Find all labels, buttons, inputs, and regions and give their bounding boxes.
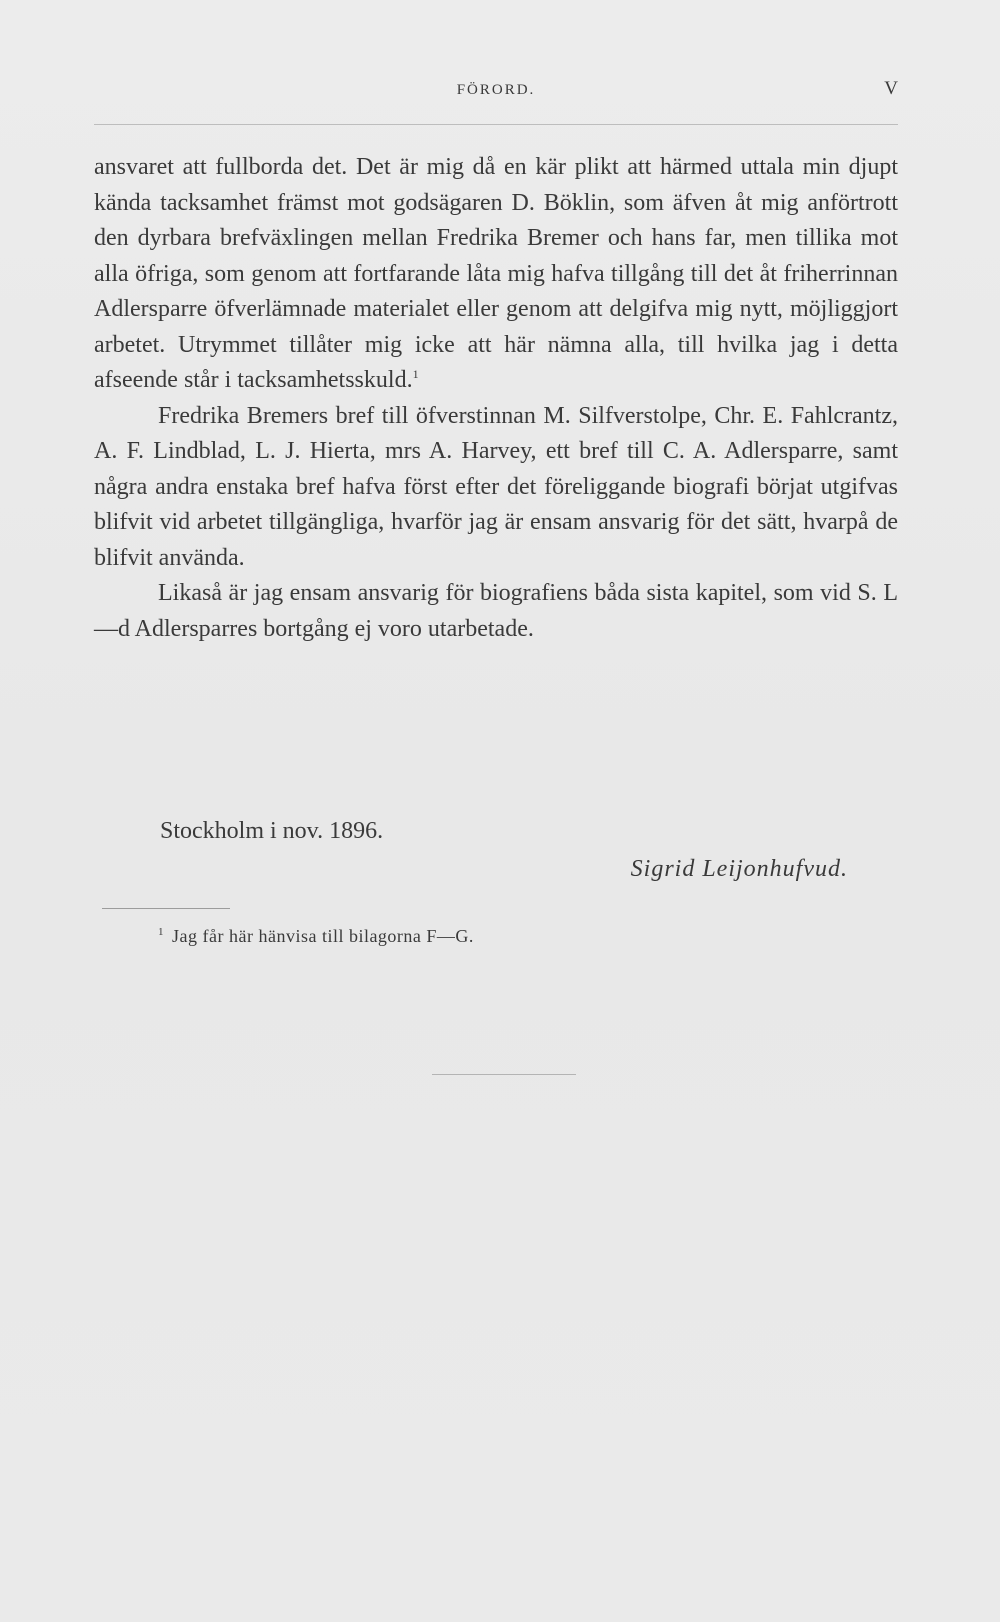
paragraph: Likaså är jag ensam ansvarig för biografiens båda sista kapitel, som vid S. L—d Adlersparres bortgång ej voro utarbetade. [94,580,898,642]
paragraph: Fredrika Bremers bref till öfverstinnan M. Silfverstolpe, Chr. E. Fahlcrantz, A. F. Lindblad, L. J. Hierta, mrs A. Harvey, ett bref till C. A. Adlersparre, samt några andra enstaka bref hafva först efter det föreliggande biografi börjat utgifvas blifvit vid arbetet tillgängliga, hvarför jag är ensam ansvarig för det sätt, hvarpå de blifvit använda. [94,402,898,571]
running-head [94,78,898,108]
page-number: V [884,78,898,99]
end-rule [432,1074,576,1075]
footnote-rule [102,908,230,909]
paragraph-text: ansvaret att fullborda det. Det är mig då en kär plikt att härmed uttala min djupt kända tacksamhet främst mot godsägaren D. Böklin, som äfven åt mig anförtrott den dyrbara brefväxlingen mellan Fredrika Bremer och hans far, men tillika mot alla öfriga, som genom att fortfarande låta mig hafva tillgång till det åt friherrinnan Adlersparre öfverlämnade materialet eller genom att delgifva mig nytt, möjliggjort arbetet. Utrymmet tillåter mig icke att här nämna alla, till hvilka jag i detta afseende står i tacksamhetsskuld. [94,154,898,393]
paragraph [94,150,898,399]
footnote-text: Jag får här hänvisa till bilagorna F—G. [172,926,474,946]
footnote [158,926,474,947]
date-line: Stockholm i nov. 1896. [160,818,384,844]
footnote-marker: 1 [412,367,419,381]
running-title: FÖRORD. [456,82,536,98]
header-rule [94,124,898,125]
body-text [94,150,898,647]
footnote-number: 1 [158,926,164,938]
signature: Sigrid Leijonhufvud. [630,856,848,882]
